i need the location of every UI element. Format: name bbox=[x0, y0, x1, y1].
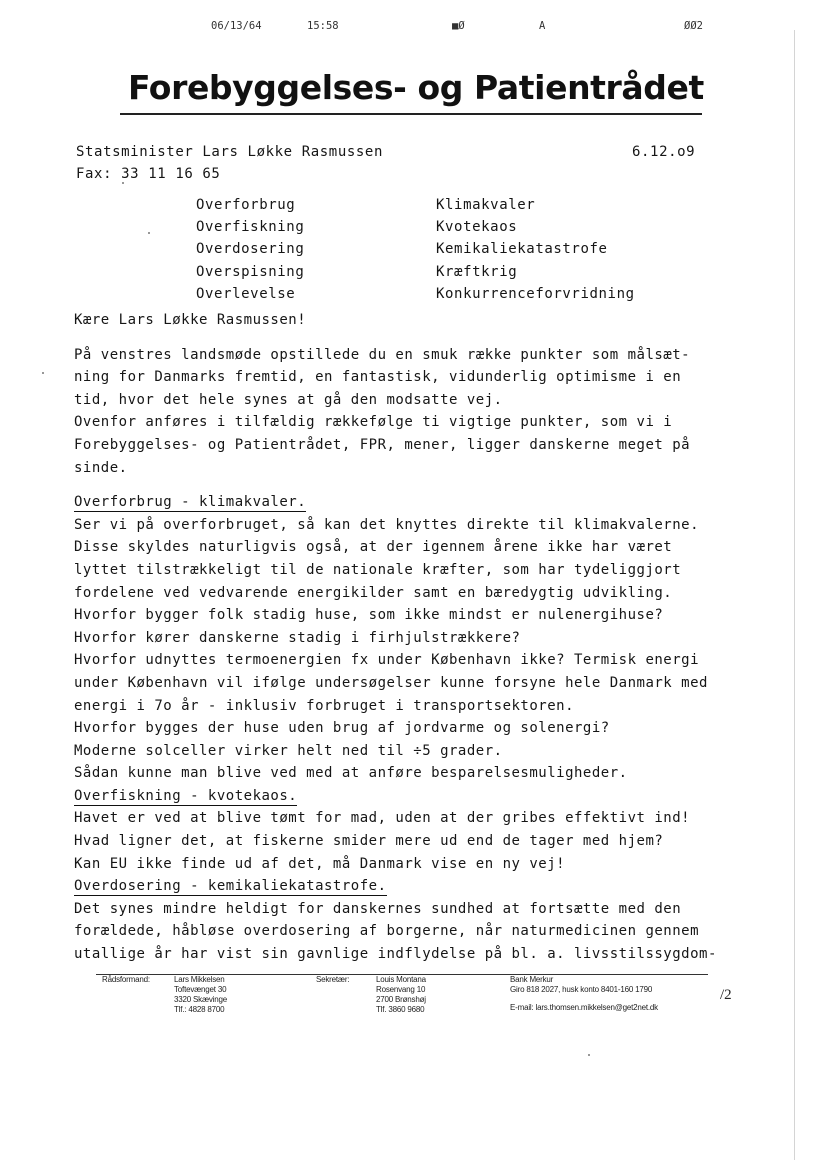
paragraph-line: Hvorfor udnyttes termoenergien fx under København ikke? Termisk energi bbox=[74, 652, 700, 669]
paragraph-line: Hvorfor kører danskerne stadig i firhjulstrækkere? bbox=[74, 629, 521, 646]
footer-secretary-address bbox=[376, 975, 426, 1015]
paragraph-line: Kan EU ikke finde ud af det, må Danmark vise en ny vej! bbox=[74, 855, 566, 872]
fax-mark: ■Ø bbox=[452, 20, 465, 32]
topics-right-column bbox=[436, 194, 635, 305]
footer-chair-address bbox=[174, 975, 227, 1015]
paragraph-line: Havet er ved at blive tømt for mad, uden at der gribes effektivt ind! bbox=[74, 810, 691, 827]
topic-item: Konkurrenceforvridning bbox=[436, 285, 635, 302]
paragraph-line: utallige år har vist sin gavnlige indflydelse på bl. a. livsstilssygdom- bbox=[74, 946, 717, 963]
paragraph-line: under København vil ifølge undersøgelser kunne forsyne hele Danmark med bbox=[74, 674, 708, 691]
topics-left-column bbox=[196, 194, 304, 305]
scan-edge-line bbox=[794, 30, 795, 1160]
footer-line: Lars Mikkelsen bbox=[174, 975, 225, 984]
footer-line: Tlf. 3860 9680 bbox=[376, 1005, 425, 1014]
intro-line: Ovenfor anføres i tilfældig rækkefølge ti vigtige punkter, som vi i bbox=[74, 414, 673, 431]
topic-item: Overlevelse bbox=[196, 285, 296, 302]
paragraph-line: Sådan kunne man blive ved med at anføre besparelsesmuligheder. bbox=[74, 765, 628, 782]
footer-bank-info bbox=[510, 975, 658, 1013]
recipient: Statsminister Lars Løkke Rasmussen bbox=[76, 144, 383, 160]
topic-item: Kræftkrig bbox=[436, 263, 518, 280]
paragraph-line: Ser vi på overforbruget, så kan det knyttes direkte til klimakvalerne. bbox=[74, 516, 700, 533]
scan-speck bbox=[148, 232, 150, 234]
scan-speck bbox=[588, 1054, 590, 1056]
letter-date: 6.12.o9 bbox=[632, 144, 696, 160]
topic-item: Kvotekaos bbox=[436, 219, 518, 236]
paragraph-line: lyttet tilstrækkeligt til de nationale kræfter, som har tydeliggjort bbox=[74, 561, 682, 578]
intro-line: ning for Danmarks fremtid, en fantastisk, vidunderlig optimisme i en bbox=[74, 369, 682, 386]
paragraph-line: energi i 7o år - inklusiv forbruget i transportsektoren. bbox=[74, 697, 575, 714]
paragraph-line: Hvorfor bygger folk stadig huse, som ikke mindst er nulenergihuse? bbox=[74, 607, 664, 624]
footer-line: Giro 818 2027, husk konto 8401-160 1790 bbox=[510, 985, 653, 994]
footer-line: Rosenvang 10 bbox=[376, 985, 426, 994]
title-underline bbox=[120, 113, 702, 115]
section-heading-overfiskning: Overfiskning - kvotekaos. bbox=[74, 787, 298, 804]
paragraph-line: Hvorfor bygges der huse uden brug af jordvarme og solenergi? bbox=[74, 720, 610, 737]
fax-date: 06/13/64 bbox=[211, 20, 262, 32]
scan-speck bbox=[122, 182, 124, 184]
page-indicator: /2 bbox=[720, 987, 732, 1003]
paragraph-line: forældede, håbløse overdosering af borgerne, når naturmedicinen gennem bbox=[74, 923, 700, 940]
paragraph-line: Hvad ligner det, at fiskerne smider mere ud end de tager med hjem? bbox=[74, 833, 664, 850]
intro-line: På venstres landsmøde opstillede du en smuk række punkter som målsæt- bbox=[74, 346, 691, 363]
paragraph-line: fordelene ved vedvarende energikilder samt en bæredygtig udvikling. bbox=[74, 584, 673, 601]
scan-speck bbox=[42, 372, 44, 374]
fax-transmission-header bbox=[0, 20, 825, 34]
fax-number: Fax: 33 11 16 65 bbox=[76, 166, 221, 182]
paragraph-line: Disse skyldes naturligvis også, at der igennem årene ikke har været bbox=[74, 539, 673, 556]
letter-body bbox=[74, 309, 794, 966]
organization-title: Forebyggelses- og Patientrådet bbox=[128, 68, 704, 107]
fax-code: A bbox=[539, 20, 546, 32]
topic-item: Kemikaliekatastrofe bbox=[436, 241, 608, 258]
topic-item: Overforbrug bbox=[196, 197, 296, 213]
fax-time: 15:58 bbox=[307, 20, 339, 32]
footer-line: Tlf.: 4828 8700 bbox=[174, 1005, 225, 1014]
footer-line: 3320 Skævinge bbox=[174, 995, 227, 1004]
topic-item: Overspisning bbox=[196, 263, 305, 280]
footer-line: Louis Montana bbox=[376, 975, 426, 984]
footer-email: E-mail: lars.thomsen.mikkelsen@get2net.dk bbox=[510, 1003, 658, 1012]
footer-secretary-label: Sekretær: bbox=[316, 975, 350, 984]
footer-chair-label: Rådsformand: bbox=[102, 975, 150, 984]
footer-line: 2700 Brønshøj bbox=[376, 995, 426, 1004]
intro-line: tid, hvor det hele synes at gå den modsatte vej. bbox=[74, 391, 503, 408]
salutation: Kære Lars Løkke Rasmussen! bbox=[74, 312, 307, 328]
intro-line: sinde. bbox=[74, 459, 128, 476]
fax-page: ØØ2 bbox=[684, 20, 703, 32]
topic-item: Overdosering bbox=[196, 241, 305, 258]
paragraph-line: Moderne solceller virker helt ned til ÷5 grader. bbox=[74, 742, 503, 759]
section-heading-overforbrug: Overforbrug - klimakvaler. bbox=[74, 494, 307, 511]
footer-line: Bank Merkur bbox=[510, 975, 554, 984]
topic-item: Klimakvaler bbox=[436, 197, 536, 213]
topic-item: Overfiskning bbox=[196, 219, 305, 236]
intro-line: Forebyggelses- og Patientrådet, FPR, mener, ligger danskerne meget på bbox=[74, 436, 691, 453]
paragraph-line: Det synes mindre heldigt for danskernes sundhed at fortsætte med den bbox=[74, 900, 682, 917]
section-heading-overdosering: Overdosering - kemikaliekatastrofe. bbox=[74, 878, 387, 895]
footer-line: Toftevænget 30 bbox=[174, 985, 227, 994]
